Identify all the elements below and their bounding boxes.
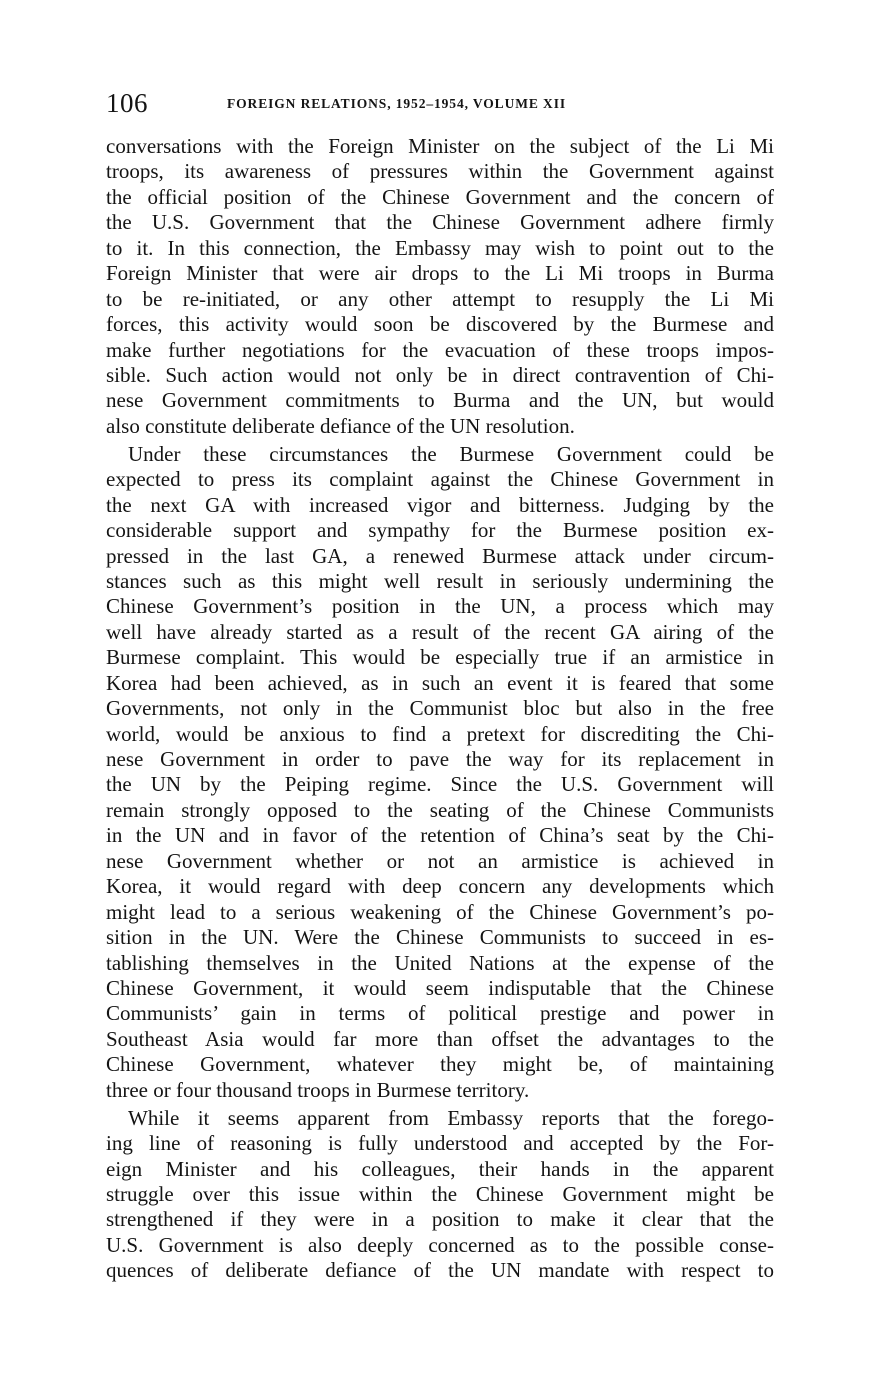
- text-line: U.S. Government is also deeply concerned as to the possible conse-: [106, 1232, 774, 1257]
- body-text: [106, 134, 774, 1284]
- text-line: considerable support and sympathy for the Burmese position ex-: [106, 518, 774, 543]
- text-line: While it seems apparent from Embassy reports that the forego-: [128, 1105, 774, 1130]
- text-line: make further negotiations for the evacuation of these troops impos-: [106, 337, 774, 362]
- text-line: Burmese complaint. This would be especially true if an armistice in: [106, 645, 774, 670]
- text-line: nese Government in order to pave the way for its replacement in: [106, 747, 774, 771]
- text-line: sible. Such action would not only be in direct contravention of Chi-: [106, 362, 774, 387]
- page-number: 106: [106, 88, 148, 118]
- text-line: Chinese Government, it would seem indisputable that the Chinese: [106, 975, 774, 1000]
- text-line: to it. In this connection, the Embassy may wish to point out to the: [106, 235, 774, 260]
- text-line: well have already started as a result of the recent GA airing of the: [106, 619, 774, 644]
- text-line: quences of deliberate defiance of the UN mandate with respect to: [106, 1258, 774, 1283]
- text-line: the UN by the Peiping regime. Since the U.S. Government will: [106, 772, 774, 797]
- text-line: world, would be anxious to find a pretext for discrediting the Chi-: [106, 721, 774, 746]
- text-line: Korea, it would regard with deep concern any developments which: [106, 874, 774, 899]
- text-line: struggle over this issue within the Chinese Government might be: [106, 1181, 774, 1206]
- text-line: Communists’ gain in terms of political prestige and power in: [106, 1001, 774, 1026]
- paragraph: [106, 134, 774, 439]
- text-line: the next GA with increased vigor and bitterness. Judging by the: [106, 492, 774, 517]
- text-line: forces, this activity would soon be discovered by the Burmese and: [106, 312, 774, 337]
- text-line: pressed in the last GA, a renewed Burmese attack under circum-: [106, 543, 774, 568]
- text-line: nese Government commitments to Burma and the UN, but would: [106, 388, 774, 413]
- running-title: FOREIGN RELATIONS, 1952–1954, VOLUME XII: [227, 96, 567, 111]
- text-line: Chinese Government, whatever they might be, of maintaining: [106, 1052, 774, 1077]
- text-line: might lead to a serious weakening of the Chinese Government’s po-: [106, 899, 774, 924]
- text-line: conversations with the Foreign Minister on the subject of the Li Mi: [106, 134, 774, 158]
- text-line: to be re-initiated, or any other attempt to resupply the Li Mi: [106, 286, 774, 311]
- text-line: troops, its awareness of pressures within the Government against: [106, 159, 774, 184]
- text-line: the U.S. Government that the Chinese Government adhere firmly: [106, 210, 774, 235]
- text-line: strengthened if they were in a position to make it clear that the: [106, 1207, 774, 1232]
- document-page: [106, 86, 774, 1284]
- text-line: sition in the UN. Were the Chinese Communists to succeed in es-: [106, 925, 774, 950]
- text-line: tablishing themselves in the United Nations at the expense of the: [106, 950, 774, 975]
- text-line: Foreign Minister that were air drops to the Li Mi troops in Burma: [106, 261, 774, 286]
- text-line: the official position of the Chinese Government and the concern of: [106, 184, 774, 209]
- text-line: Governments, not only in the Communist bloc but also in the free: [106, 696, 774, 721]
- text-line: expected to press its complaint against the Chinese Government in: [106, 467, 774, 492]
- text-line: also constitute deliberate defiance of the UN resolution.: [106, 413, 575, 438]
- text-line: Southeast Asia would far more than offset the advantages to the: [106, 1026, 774, 1051]
- text-line: ing line of reasoning is fully understood and accepted by the For-: [106, 1131, 774, 1156]
- text-line: Under these circumstances the Burmese Government could be: [128, 441, 774, 466]
- running-header: [106, 86, 774, 120]
- text-line: Korea had been achieved, as in such an event it is feared that some: [106, 670, 774, 695]
- text-line: eign Minister and his colleagues, their hands in the apparent: [106, 1156, 774, 1181]
- text-line: Chinese Government’s position in the UN, a process which may: [106, 594, 774, 619]
- paragraph: [106, 1106, 774, 1284]
- paragraph: [106, 442, 774, 1103]
- text-line: in the UN and in favor of the retention of China’s seat by the Chi-: [106, 823, 774, 848]
- text-line: remain strongly opposed to the seating of the Chinese Communists: [106, 797, 774, 822]
- text-line: three or four thousand troops in Burmese territory.: [106, 1077, 530, 1102]
- text-line: nese Government whether or not an armistice is achieved in: [106, 848, 774, 873]
- text-line: stances such as this might well result in seriously undermining the: [106, 568, 774, 593]
